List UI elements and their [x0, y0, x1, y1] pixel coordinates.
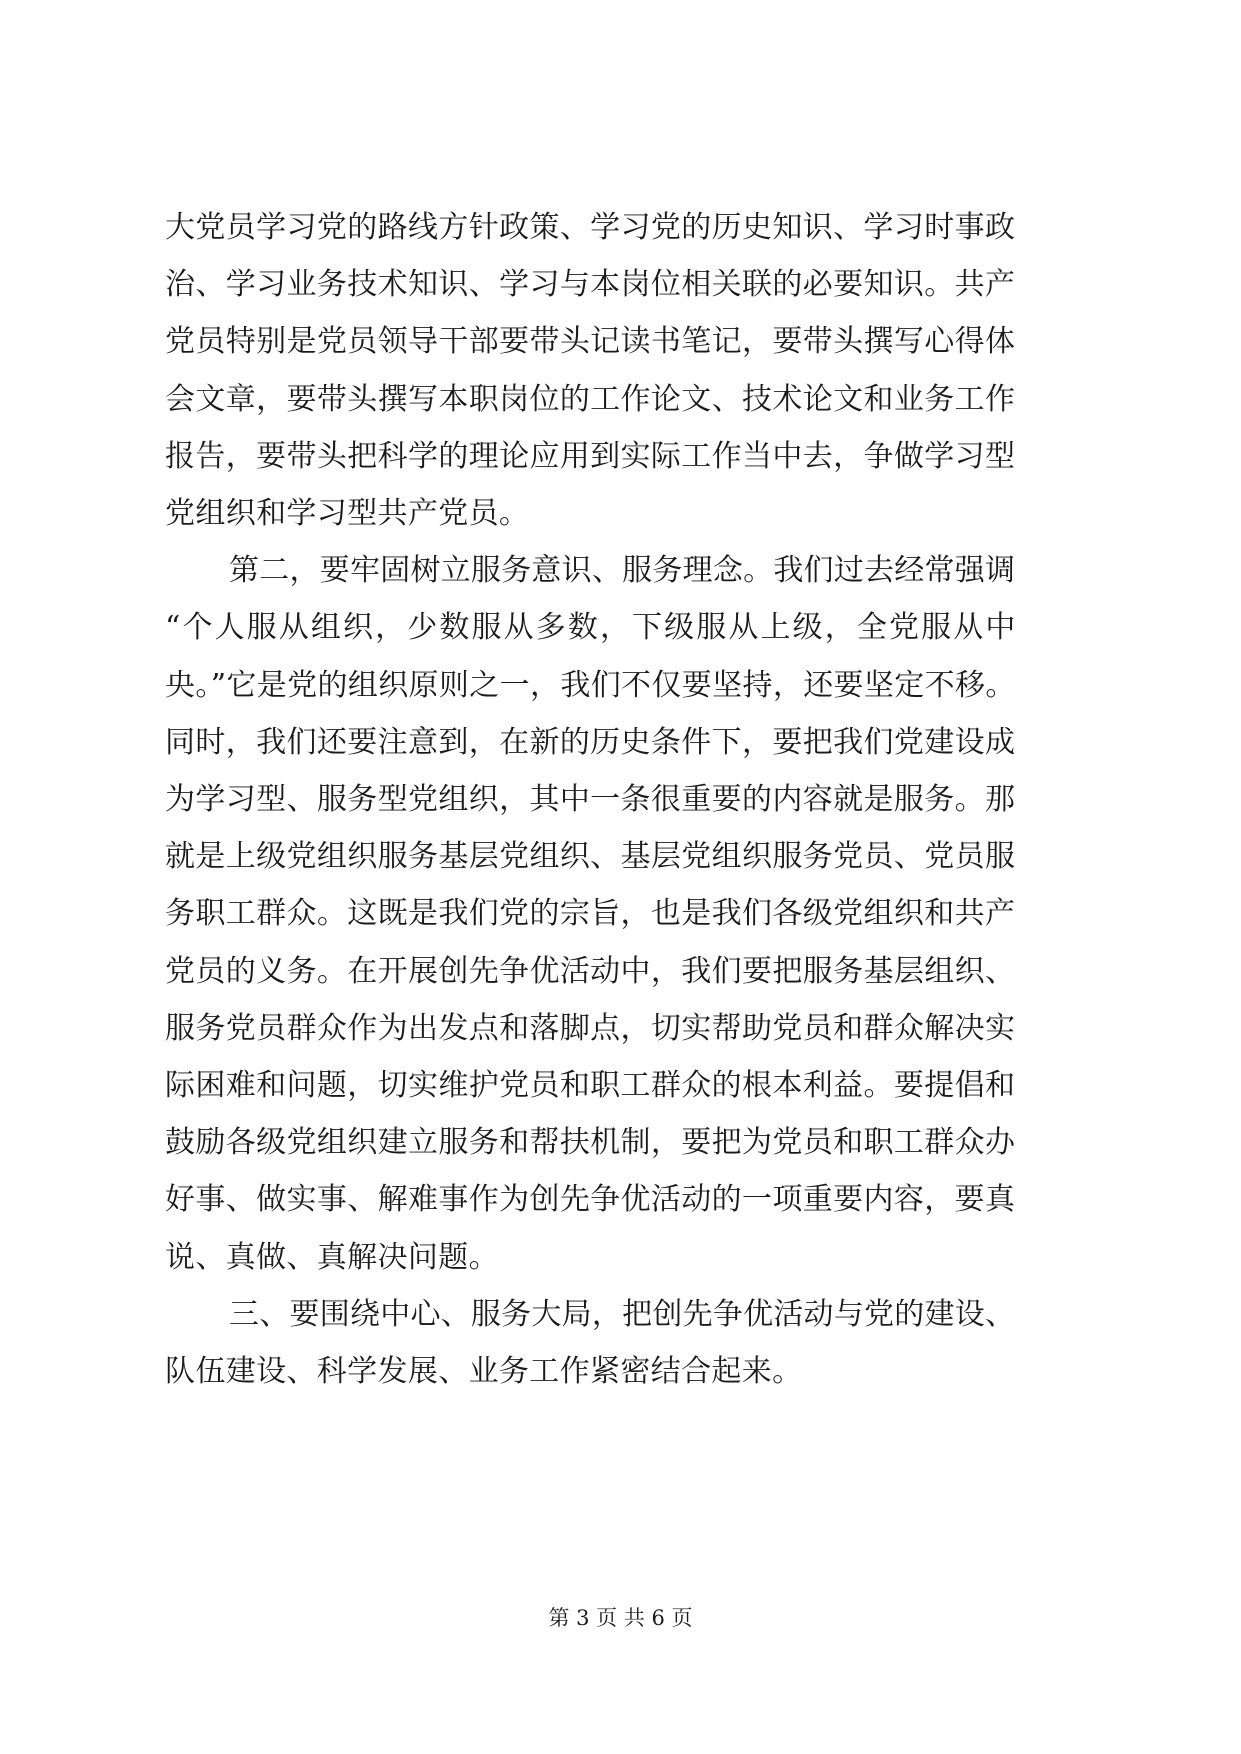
body-line: 队伍建设、科学发展、业务工作紧密结合起来。: [165, 1354, 803, 1389]
page-number-footer: 第 3 页 共 6 页: [548, 1606, 693, 1630]
body-line: 为学习型、服务型党组织，其中一条很重要的内容就是服务。那: [165, 782, 1016, 817]
body-line: 好事、做实事、解难事作为创先争优活动的一项重要内容，要真: [165, 1182, 1016, 1217]
body-line: 央。”它是党的组织原则之一，我们不仅要坚持，还要坚定不移。: [165, 668, 1016, 703]
body-line: 同时，我们还要注意到，在新的历史条件下，要把我们党建设成: [165, 725, 1016, 760]
body-line: 就是上级党组织服务基层党组织、基层党组织服务党员、党员服: [165, 839, 1016, 874]
body-line: 会文章，要带头撰写本职岗位的工作论文、技术论文和业务工作: [165, 382, 1016, 417]
body-line: 说、真做、真解决问题。: [165, 1240, 499, 1275]
body-line: “个人服从组织，少数服从多数，下级服从上级，全党服从中: [165, 610, 1018, 645]
body-line: 报告，要带头把科学的理论应用到实际工作当中去，争做学习型: [165, 439, 1016, 474]
body-line: 际困难和问题，切实维护党员和职工群众的根本利益。要提倡和: [165, 1068, 1016, 1103]
paragraph-start-line: 第二，要牢固树立服务意识、服务理念。我们过去经常强调: [229, 553, 1016, 588]
body-line: 大党员学习党的路线方针政策、学习党的历史知识、学习时事政: [165, 210, 1016, 245]
body-line: 治、学习业务技术知识、学习与本岗位相关联的必要知识。共产: [165, 267, 1016, 302]
body-line: 服务党员群众作为出发点和落脚点，切实帮助党员和群众解决实: [165, 1011, 1016, 1046]
body-line: 党员特别是党员领导干部要带头记读书笔记，要带头撰写心得体: [165, 324, 1016, 359]
body-line: 鼓励各级党组织建立服务和帮扶机制，要把为党员和职工群众办: [165, 1125, 1016, 1160]
body-line: 党组织和学习型共产党员。: [165, 496, 530, 531]
body-line: 党员的义务。在开展创先争优活动中，我们要把服务基层组织、: [165, 954, 1016, 989]
body-line: 务职工群众。这既是我们党的宗旨，也是我们各级党组织和共产: [165, 896, 1016, 931]
paragraph-start-line: 三、要围绕中心、服务大局，把创先争优活动与党的建设、: [229, 1297, 1016, 1332]
